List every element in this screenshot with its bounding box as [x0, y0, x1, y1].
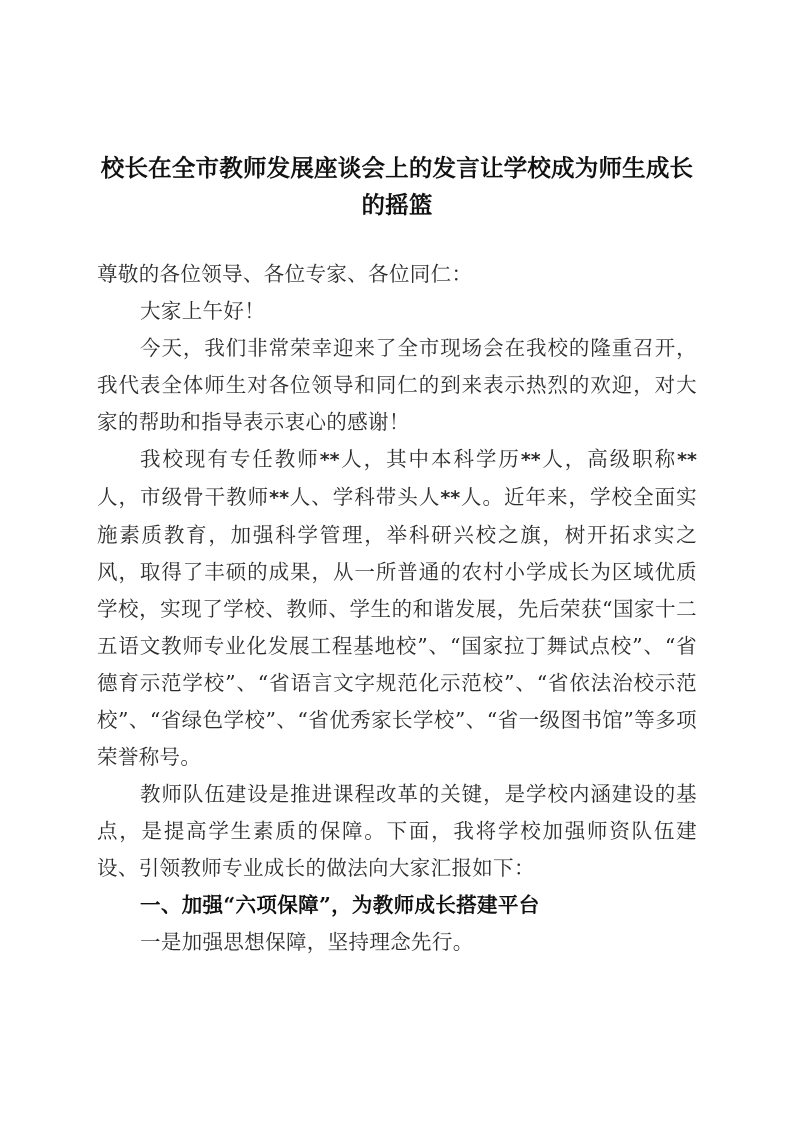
greeting-line: 大家上午好！ — [140, 299, 266, 323]
overview-segment-5: 人、学科带头人 — [289, 485, 441, 509]
overview-segment-2: 人，其中本科学历 — [339, 447, 521, 471]
page-title-text: 校长在全市教师发展座谈会上的发言让学校成为师生成长的摇篮 — [100, 154, 694, 219]
overview-segment-4: 人，市级骨干教师 — [97, 485, 270, 509]
section-1-item-1: 一是加强思想保障，坚持理念先行。 — [140, 930, 474, 954]
overview-segment-6: 人。近年来，学校全面实施素质教育，加强科学管理，举科研兴校之旗，树开拓求实之风，取得了丰硕的成果，从一所普通的农村小学成长为区域优质学校，实现了学校、教师、学生的和谐发展，先后荣获“国家十二五语文教师专业化发展工程基地校”、“国家拉丁舞试点校”、“省德育示范学校”、“省语言文字规范化示范校”、“省依法治校示范校”、“省绿色学校”、“省优秀家长学校”、“省一级图书馆”等多项荣誉称号。 — [97, 485, 697, 769]
page-title — [97, 150, 697, 224]
document-content — [97, 150, 697, 961]
overview-segment-1: 我校现有专任教师 — [140, 447, 320, 471]
paragraph-teacher-team: 教师队伍建设是推进课程改革的关键，是学校内涵建设的基点，是提高学生素质的保障。下面，我将学校加强师资队伍建设、引领教师专业成长的做法向大家汇报如下： — [97, 782, 697, 880]
placeholder-subject-leader-count: ** — [440, 487, 461, 509]
placeholder-city-backbone-count: ** — [269, 487, 290, 509]
placeholder-bachelor-count: ** — [520, 449, 541, 471]
section-heading-1: 一、加强“六项保障”，为教师成长搭建平台 — [140, 893, 540, 917]
salutation-line: 尊敬的各位领导、各位专家、各位同仁： — [97, 262, 473, 286]
paragraph-school-overview — [97, 441, 697, 776]
overview-segment-3: 人，高级职称 — [540, 447, 678, 471]
placeholder-teacher-count: ** — [319, 449, 340, 471]
paragraph-welcome: 今天，我们非常荣幸迎来了全市现场会在我校的隆重召开，我代表全体师生对各位领导和同仁的到来表示热烈的欢迎，对大家的帮助和指导表示衷心的感谢！ — [97, 336, 697, 434]
placeholder-senior-title-count: ** — [677, 449, 697, 471]
